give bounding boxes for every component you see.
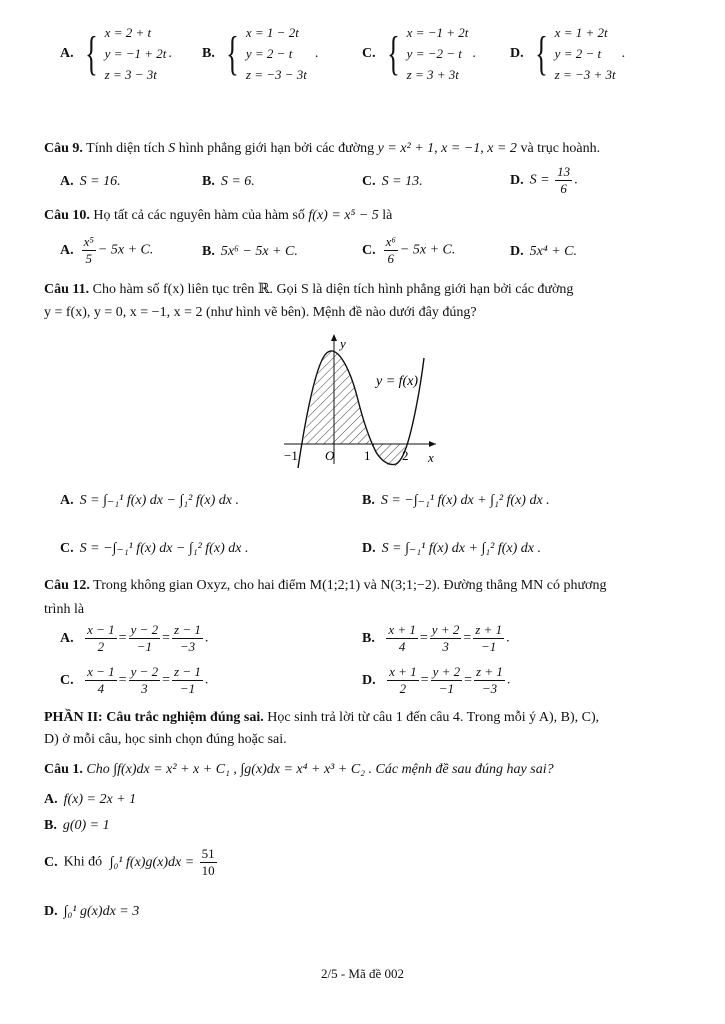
p2q1-option-a: A. f(x) = 2x + 1 <box>44 792 137 807</box>
q12-option-d: D. $\frac{x + 1}{2}$ = $\frac{y + 2}{-1}$ = $\frac{z + 1}{-3}$ . <box>362 664 511 696</box>
q10-option-b: B. 5x⁶ − 5x + C. <box>202 244 298 259</box>
q9-option-a: A. S = 16. <box>60 174 121 189</box>
part2-text-line2: D) ở mỗi câu, học sinh chọn đúng hoặc sai. <box>44 732 287 747</box>
q11-option-d: D. S = ∫₋₁¹ f(x) dx + ∫₁² f(x) dx . <box>362 541 541 556</box>
part2-heading: PHẦN II: Câu trắc nghiệm đúng sai. Học sinh trả lời từ câu 1 đến câu 4. Trong mỗi ý A), B), C), <box>44 710 600 725</box>
q12-option-c: C. $\frac{x - 1}{4}$ = $\frac{y - 2}{3}$ = $\frac{z - 1}{-1}$ . <box>60 664 209 696</box>
q11-option-c: C. S = −∫₋₁¹ f(x) dx − ∫₁² f(x) dx . <box>60 541 249 556</box>
p2q1-stem: Câu 1. Cho ∫f(x)dx = x² + x + C₁ , ∫g(x)dx = x⁴ + x³ + C₂ . Các mệnh đề sau đúng hay sai? <box>44 762 554 777</box>
q10-option-d: D. 5x⁴ + C. <box>510 244 577 259</box>
q9-option-b: B. S = 6. <box>202 174 255 189</box>
q8-option-a: A. { x = 2 + t y = −1 + 2t z = 3 − 3t . <box>60 25 172 82</box>
q8-options <box>60 22 700 112</box>
q9-option-c: C. S = 13. <box>362 174 423 189</box>
q11-graph <box>278 328 443 468</box>
tick-minus-1: −1 <box>284 448 298 463</box>
q10-option-c: C. $\frac{\text{x⁶}}{6}$ − 5x + C. <box>362 234 456 266</box>
q11-stem-line1: Câu 11. Cho hàm số f(x) liên tục trên ℝ. Gọi S là diện tích hình phẳng giới hạn bởi các đường <box>44 282 574 297</box>
p2q1-option-c: C. Khi đó ∫₀¹ f(x)g(x)dx = $\frac{51}{10}$ <box>44 846 215 878</box>
hatched-region-positive <box>303 351 371 444</box>
q8-option-c: C. { x = −1 + 2t y = −2 − t z = 3 + 3t . <box>362 25 476 82</box>
q11-option-a: A. S = ∫₋₁¹ f(x) dx − ∫₁² f(x) dx . <box>60 493 239 508</box>
q12-option-a: A. $\frac{x - 1}{2}$ = $\frac{y - 2}{-1}$ = $\frac{z - 1}{-3}$ . <box>60 622 209 654</box>
q10-option-a: A. $\frac{\text{x⁵}}{5}$ − 5x + C. <box>60 234 154 266</box>
p2q1-option-b: B. g(0) = 1 <box>44 818 110 833</box>
q10-stem: Câu 10. Họ tất cả các nguyên hàm của hàm số f(x) = x⁵ − 5 là <box>44 208 393 223</box>
q8-option-b: B. { x = 1 − 2t y = 2 − t z = −3 − 3t . <box>202 25 319 82</box>
tick-1: 1 <box>364 448 371 463</box>
x-axis-label: x <box>428 450 434 465</box>
q9-stem: Câu 9. Tính diện tích S hình phẳng giới hạn bởi các đường y = x² + 1, x = −1, x = 2 và trục hoành. <box>44 141 601 156</box>
q11-stem-line2: y = f(x), y = 0, x = −1, x = 2 (như hình vẽ bên). Mệnh đề nào dưới đây đúng? <box>44 305 477 320</box>
tick-2: 2 <box>402 448 409 463</box>
origin-label: O <box>325 448 335 463</box>
curve-label: y = f(x) <box>376 374 419 389</box>
p2q1-option-d: D. ∫₀¹ g(x)dx = 3 <box>44 904 140 919</box>
q12-stem-line2: trình là <box>44 602 85 617</box>
q9-option-d: D. S = $\frac{13}{6}$ . <box>510 164 578 196</box>
q12-stem-line1: Câu 12. Trong không gian Oxyz, cho hai điểm M(1;2;1) và N(3;1;−2). Đường thẳng MN có phương <box>44 578 607 593</box>
y-axis-label: y <box>340 336 346 351</box>
q11-option-b: B. S = −∫₋₁¹ f(x) dx + ∫₁² f(x) dx . <box>362 493 550 508</box>
q12-option-b: B. $\frac{x + 1}{4}$ = $\frac{y + 2}{3}$ = $\frac{z + 1}{-1}$ . <box>362 622 510 654</box>
page-footer: 2/5 - Mã đề 002 <box>320 966 405 981</box>
q8-option-d: D. { x = 1 + 2t y = 2 − t z = −3 + 3t . <box>510 25 626 82</box>
